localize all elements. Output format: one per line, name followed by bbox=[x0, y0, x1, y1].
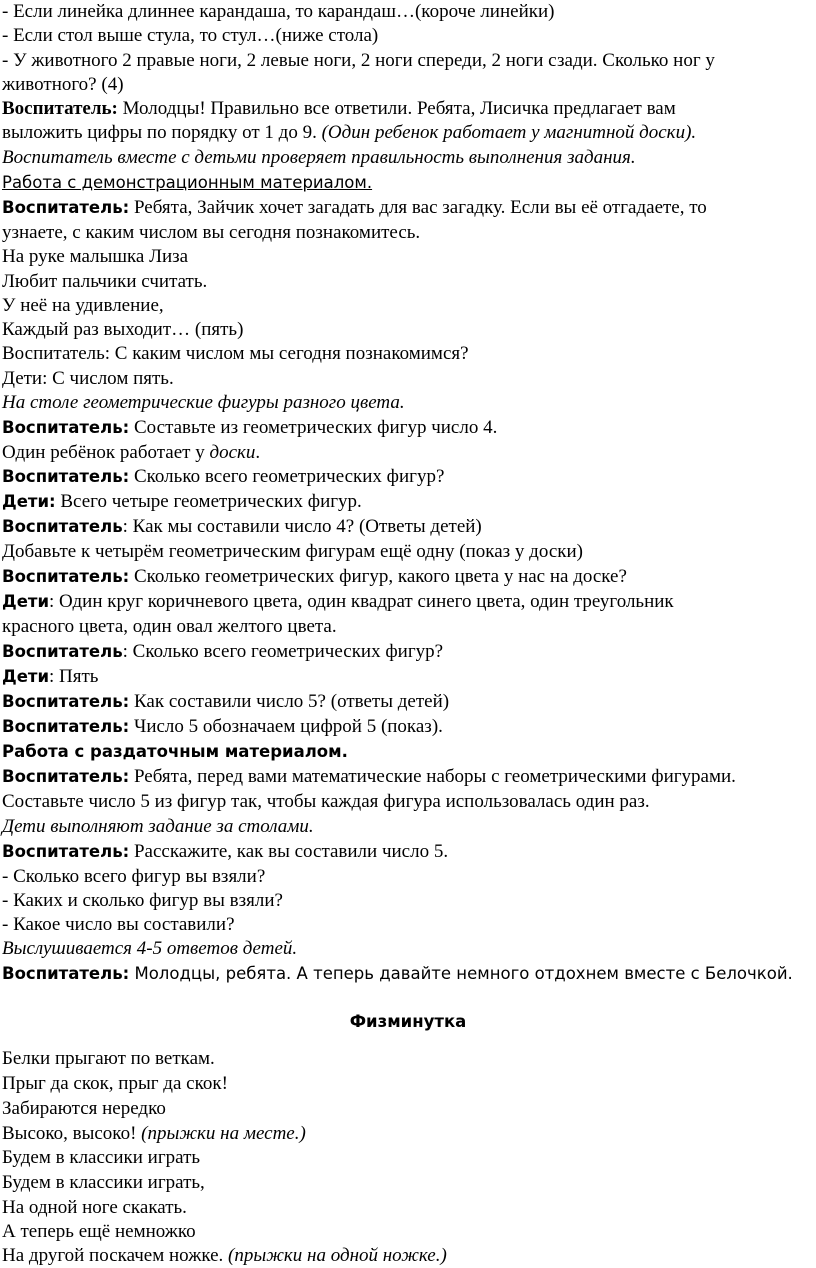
stage-direction: На столе геометрические фигуры разного цвета. bbox=[2, 392, 405, 413]
speaker-label: Воспитатель: bbox=[2, 98, 118, 119]
text-line bbox=[2, 840, 448, 864]
text-run: Белки прыгают по веткам. bbox=[2, 1048, 215, 1069]
text-run: Дети: С числом пять. bbox=[2, 368, 174, 389]
text-line bbox=[2, 121, 696, 145]
text-run: Молодцы, ребята. А теперь давайте немного отдохнем вместе с Белочкой. bbox=[129, 964, 793, 983]
text-line bbox=[2, 515, 482, 539]
stage-direction: Дети выполняют задание за столами. bbox=[2, 816, 314, 837]
text-run: - Каких и сколько фигур вы взяли? bbox=[2, 890, 283, 911]
text-run: - Если стол выше стула, то стул…(ниже стола) bbox=[2, 25, 379, 46]
text-run: Добавьте к четырём геометрическим фигурам ещё одну (показ у доски) bbox=[2, 541, 583, 562]
text-run: Как составили число 5? (ответы детей) bbox=[129, 691, 450, 712]
text-run: На одной ноге скакать. bbox=[2, 1197, 187, 1218]
text-line bbox=[2, 865, 265, 889]
speaker-label: Воспитатель: bbox=[2, 767, 130, 786]
text-run: Каждый раз выходит… (пять) bbox=[2, 319, 244, 340]
text-line bbox=[2, 889, 283, 913]
speaker-label: Воспитатель bbox=[2, 642, 123, 661]
speaker-label: Воспитатель: bbox=[2, 418, 130, 437]
speaker-label: Физминутка bbox=[349, 1012, 467, 1031]
text-run: Сколько геометрических фигур, какого цвета у нас на доске? bbox=[129, 566, 627, 587]
text-run: : Сколько всего геометрических фигур? bbox=[122, 641, 444, 662]
stage-direction: (прыжки на одной ножке.) bbox=[228, 1245, 447, 1266]
text-run: А теперь ещё немножко bbox=[2, 1221, 196, 1242]
text-run: Составьте число 5 из фигур так, чтобы каждая фигура использовалась один раз. bbox=[2, 791, 650, 812]
speaker-label: Дети bbox=[2, 592, 50, 611]
text-line bbox=[2, 1220, 196, 1244]
text-run: Сколько всего геометрических фигур? bbox=[129, 466, 445, 487]
text-run: : Один круг коричневого цвета, один квадрат синего цвета, один треугольник bbox=[49, 591, 674, 612]
text-line bbox=[2, 73, 124, 97]
text-line bbox=[2, 441, 260, 465]
text-line bbox=[2, 171, 372, 195]
stage-direction: (Один ребенок работает у магнитной доски). bbox=[321, 122, 697, 143]
text-line bbox=[2, 146, 636, 170]
text-line bbox=[2, 391, 405, 415]
text-run: узнаете, с каким числом вы сегодня познакомитесь. bbox=[2, 222, 421, 243]
text-line bbox=[2, 1122, 306, 1146]
text-run: На руке малышка Лиза bbox=[2, 246, 189, 267]
text-line bbox=[2, 1244, 447, 1268]
text-run: У неё на удивление, bbox=[2, 295, 164, 316]
text-run: : Как мы составили число 4? (Ответы детей) bbox=[122, 516, 482, 537]
text-run: Прыг да скок, прыг да скок! bbox=[2, 1073, 228, 1094]
text-line bbox=[2, 367, 174, 391]
text-line bbox=[2, 49, 715, 73]
text-run: - Какое число вы составили? bbox=[2, 914, 235, 935]
text-line bbox=[2, 1146, 200, 1170]
text-run: На другой поскачем ножке. bbox=[2, 1245, 229, 1266]
text-run: красного цвета, один овал желтого цвета. bbox=[2, 616, 337, 637]
text-line bbox=[2, 665, 98, 689]
text-line bbox=[2, 245, 188, 269]
text-line bbox=[2, 1047, 215, 1071]
text-line bbox=[2, 790, 650, 814]
text-line bbox=[2, 937, 297, 961]
text-line bbox=[2, 565, 627, 589]
text-run: - Если линейка длиннее карандаша, то карандаш…(короче линейки) bbox=[2, 1, 555, 22]
text-run: . bbox=[255, 442, 261, 463]
text-line bbox=[2, 1097, 166, 1121]
text-line bbox=[2, 270, 207, 294]
text-run: Воспитатель: С каким числом мы сегодня познакомимся? bbox=[2, 343, 469, 364]
text-run: выложить цифры по порядку от 1 до 9. bbox=[2, 122, 322, 143]
text-line bbox=[2, 1196, 187, 1220]
text-line bbox=[2, 465, 444, 489]
stage-direction: Выслушивается 4-5 ответов детей. bbox=[2, 938, 298, 959]
speaker-label: Воспитатель: bbox=[2, 198, 130, 217]
text-line bbox=[2, 294, 164, 318]
text-run: - У животного 2 правые ноги, 2 левые ноги, 2 ноги спереди, 2 ноги сзади. Сколько ног у bbox=[2, 50, 715, 71]
text-line bbox=[2, 1072, 228, 1096]
text-line bbox=[2, 1171, 205, 1195]
speaker-label: Воспитатель: bbox=[2, 467, 130, 486]
text-line bbox=[2, 715, 443, 739]
text-run: Ребята, перед вами математические наборы с геометрическими фигурами. bbox=[129, 766, 736, 787]
speaker-label: Воспитатель bbox=[2, 517, 123, 536]
text-line bbox=[2, 490, 362, 514]
text-run: Любит пальчики считать. bbox=[2, 271, 208, 292]
text-line bbox=[2, 342, 469, 366]
text-line bbox=[2, 962, 793, 986]
text-run: животного? (4) bbox=[2, 74, 124, 95]
text-line bbox=[2, 690, 449, 714]
text-line bbox=[2, 765, 736, 789]
speaker-label: Воспитатель: bbox=[2, 842, 130, 861]
text-run: Расскажите, как вы составили число 5. bbox=[129, 841, 449, 862]
text-line bbox=[2, 221, 420, 245]
stage-direction: доски bbox=[209, 442, 256, 463]
speaker-label: Дети bbox=[2, 667, 50, 686]
text-line bbox=[2, 913, 235, 937]
stage-direction: Воспитатель вместе с детьми проверяет правильность выполнения задания. bbox=[2, 147, 636, 168]
text-line bbox=[2, 815, 314, 839]
text-line bbox=[2, 24, 378, 48]
text-line bbox=[2, 740, 348, 764]
text-run: Работа с демонстрационным материалом. bbox=[2, 173, 373, 192]
speaker-label: Воспитатель: bbox=[2, 567, 130, 586]
text-line bbox=[2, 196, 707, 220]
text-line bbox=[2, 318, 243, 342]
text-run: Всего четыре геометрических фигур. bbox=[55, 491, 362, 512]
text-run: - Сколько всего фигур вы взяли? bbox=[2, 866, 266, 887]
text-line bbox=[2, 0, 554, 24]
section-heading bbox=[0, 1010, 816, 1034]
text-run: Высоко, высоко! bbox=[2, 1123, 142, 1144]
text-run: Ребята, Зайчик хочет загадать для вас загадку. Если вы её отгадаете, то bbox=[129, 197, 707, 218]
stage-direction: (прыжки на месте.) bbox=[141, 1123, 306, 1144]
speaker-label: Дети: bbox=[2, 492, 56, 511]
text-run: Один ребёнок работает у bbox=[2, 442, 210, 463]
speaker-label: Работа с раздаточным материалом. bbox=[2, 742, 348, 761]
text-line bbox=[2, 590, 674, 614]
text-line bbox=[2, 97, 676, 121]
text-line bbox=[2, 540, 583, 564]
speaker-label: Воспитатель: bbox=[2, 692, 130, 711]
text-run: Составьте из геометрических фигур число 4. bbox=[129, 417, 498, 438]
text-run: Забираются нередко bbox=[2, 1098, 166, 1119]
speaker-label: Воспитатель: bbox=[2, 717, 130, 736]
text-line bbox=[2, 640, 443, 664]
speaker-label: Воспитатель: bbox=[2, 964, 130, 983]
text-run: Будем в классики играть, bbox=[2, 1172, 205, 1193]
text-run: : Пять bbox=[49, 666, 99, 687]
text-run: Молодцы! Правильно все ответили. Ребята, Лисичка предлагает вам bbox=[117, 98, 676, 119]
text-run: Число 5 обозначаем цифрой 5 (показ). bbox=[129, 716, 443, 737]
text-line bbox=[2, 416, 497, 440]
text-line bbox=[2, 615, 337, 639]
text-run: Будем в классики играть bbox=[2, 1147, 201, 1168]
